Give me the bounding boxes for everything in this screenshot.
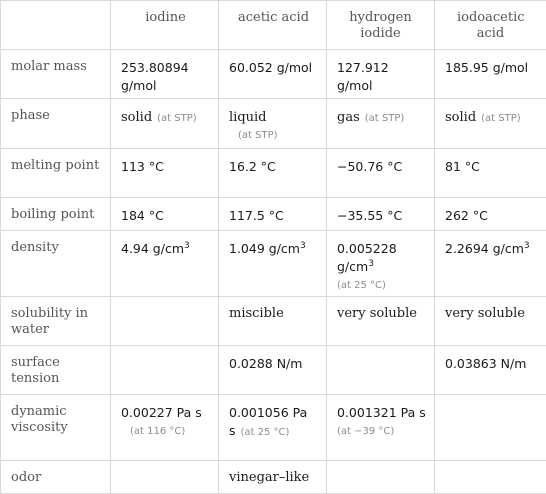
corner-cell: [1, 1, 111, 50]
cell-molar-mass-acetic-acid: 60.052 g/mol: [219, 50, 327, 99]
cell-odor-iodine: [111, 461, 219, 494]
cell-dynamic-viscosity-hydrogen-iodide: 0.001321 Pa s (at −39 °C): [327, 395, 435, 461]
cell-surface-tension-hydrogen-iodide: [327, 346, 435, 395]
row-label-odor: odor: [1, 461, 111, 494]
column-header-iodine: iodine: [111, 1, 219, 50]
cell-odor-hydrogen-iodide: [327, 461, 435, 494]
column-header-acetic-acid: acetic acid: [219, 1, 327, 50]
table-row-melting-point: [1, 149, 546, 198]
cell-molar-mass-iodine: 253.80894 g/mol: [111, 50, 219, 99]
column-header-iodoacetic-acid: iodoacetic acid: [435, 1, 546, 50]
column-header-hydrogen-iodide: hydrogen iodide: [327, 1, 435, 50]
cell-surface-tension-iodoacetic-acid: 0.03863 N/m: [435, 346, 546, 395]
table-row-solubility: [1, 297, 546, 346]
cell-phase-iodoacetic-acid: solid (at STP): [435, 99, 546, 149]
cell-molar-mass-hydrogen-iodide: 127.912 g/mol: [327, 50, 435, 99]
table-row-phase: [1, 99, 546, 149]
cell-dynamic-viscosity-iodoacetic-acid: [435, 395, 546, 461]
cell-surface-tension-acetic-acid: 0.0288 N/m: [219, 346, 327, 395]
table-row-odor: [1, 461, 546, 494]
cell-boiling-point-iodoacetic-acid: 262 °C: [435, 198, 546, 231]
cell-melting-point-acetic-acid: 16.2 °C: [219, 149, 327, 198]
cell-boiling-point-hydrogen-iodide: −35.55 °C: [327, 198, 435, 231]
cell-solubility-acetic-acid: miscible: [219, 297, 327, 346]
cell-surface-tension-iodine: [111, 346, 219, 395]
cell-solubility-hydrogen-iodide: very soluble: [327, 297, 435, 346]
row-label-melting-point: melting point: [1, 149, 111, 198]
cell-density-iodine: 4.94 $g/cm^3$: [111, 231, 219, 297]
row-label-solubility: solubility in water: [1, 297, 111, 346]
table-row-surface-tension: [1, 346, 546, 395]
cell-density-acetic-acid: 1.049 $g/cm^3$: [219, 231, 327, 297]
cell-dynamic-viscosity-acetic-acid: 0.001056 Pa s (at 25 °C): [219, 395, 327, 461]
cell-solubility-iodoacetic-acid: very soluble: [435, 297, 546, 346]
cell-density-iodoacetic-acid: 2.2694 $g/cm^3$: [435, 231, 546, 297]
row-label-surface-tension: surface tension: [1, 346, 111, 395]
cell-boiling-point-acetic-acid: 117.5 °C: [219, 198, 327, 231]
row-label-boiling-point: boiling point: [1, 198, 111, 231]
cell-melting-point-iodoacetic-acid: 81 °C: [435, 149, 546, 198]
cell-melting-point-iodine: 113 °C: [111, 149, 219, 198]
table-row-molar-mass: [1, 50, 546, 99]
cell-odor-iodoacetic-acid: [435, 461, 546, 494]
row-label-molar-mass: molar mass: [1, 50, 111, 99]
table-row-dynamic-viscosity: [1, 395, 546, 461]
cell-solubility-iodine: [111, 297, 219, 346]
cell-phase-acetic-acid: liquid (at STP): [219, 99, 327, 149]
row-label-phase: phase: [1, 99, 111, 149]
cell-molar-mass-iodoacetic-acid: 185.95 g/mol: [435, 50, 546, 99]
cell-odor-acetic-acid: vinegar–like: [219, 461, 327, 494]
cell-boiling-point-iodine: 184 °C: [111, 198, 219, 231]
cell-density-hydrogen-iodide: 0.005228 $g/cm^3$ (at 25 °C): [327, 231, 435, 297]
cell-melting-point-hydrogen-iodide: −50.76 °C: [327, 149, 435, 198]
cell-phase-hydrogen-iodide: gas (at STP): [327, 99, 435, 149]
row-label-density: density: [1, 231, 111, 297]
table-row-boiling-point: [1, 198, 546, 231]
cell-phase-iodine: solid (at STP): [111, 99, 219, 149]
cell-dynamic-viscosity-iodine: 0.00227 Pa s (at 116 °C): [111, 395, 219, 461]
header-row: [1, 1, 546, 50]
table-row-density: [1, 231, 546, 297]
row-label-dynamic-viscosity: dynamic viscosity: [1, 395, 111, 461]
